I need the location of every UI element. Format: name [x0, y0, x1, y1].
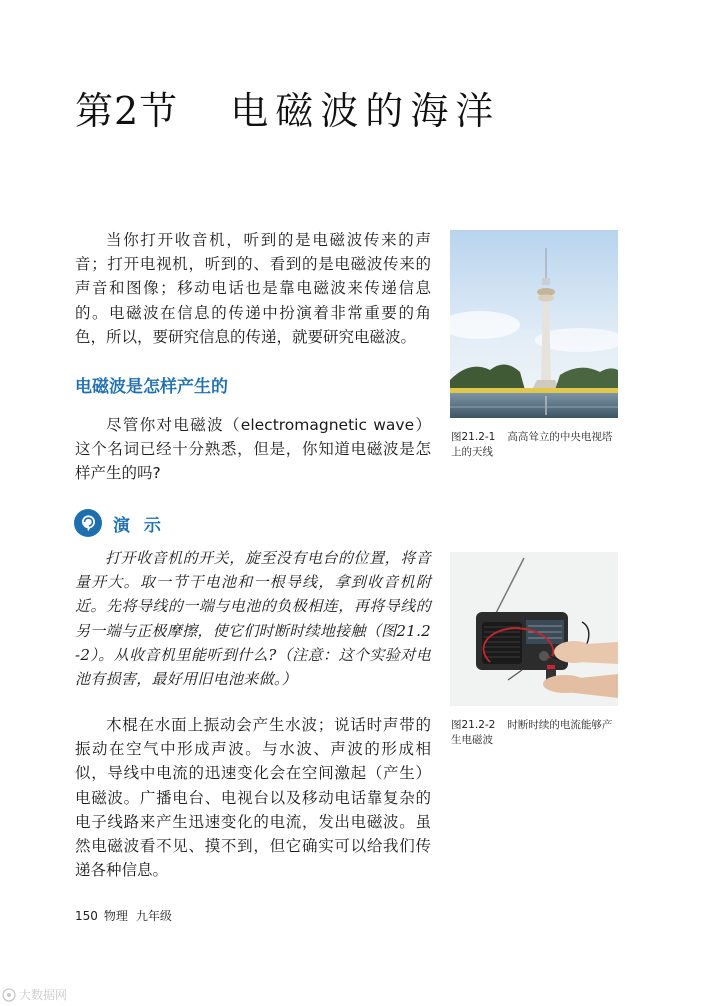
demo-paragraph: 打开收音机的开关，旋至没有电台的位置，将音量开大。取一节干电池和一根导线，拿到收音机附近。先将导线的一端与电池的负极相连，再将导线的另一端与正极摩擦，使它们时断时续地接触（图21.2-2）。从收音机里能听到什么?（注意：这个实验对电池有损害，最好用旧电池来做。）: [75, 549, 431, 689]
figure-1-text: 高高耸立的中央电视塔上的天线: [451, 431, 613, 458]
page-footer: [75, 907, 172, 924]
section-number: 第2节: [75, 89, 179, 133]
footer-subject: 物理: [103, 909, 128, 923]
speech-bubble-icon: [73, 508, 103, 538]
figure-radio-experiment-photo: [450, 552, 618, 706]
footer-grade: 九年级: [135, 909, 172, 923]
watermark-logo-icon: [2, 988, 16, 1002]
figure-tv-tower-photo: [450, 230, 618, 418]
figure-2-text: 时断时续的电流能够产生电磁波: [451, 719, 613, 746]
demo-label: 演 示: [113, 515, 165, 536]
section-paragraph: 尽管你对电磁波（electromagnetic wave）这个名词已经十分熟悉，但是，你知道电磁波是怎样产生的吗?: [75, 416, 431, 483]
demo-header: [73, 508, 165, 538]
explain-paragraph: 木棍在水面上振动会产生水波；说话时声带的振动在空气中形成声波。与水波、声波的形成相似，导线中电流的迅速变化会在空间激起（产生）电磁波。广播电台、电视台以及移动电话靠复杂的电子线路来产生迅速变化的电流，发出电磁波。虽然电磁波看不见、摸不到，但它确实可以给我们传递各种信息。: [75, 716, 431, 880]
figure-1-caption: [451, 430, 621, 460]
page-number: 150: [75, 909, 98, 923]
watermark-text: 大数据网: [19, 988, 68, 1002]
figure-2-number: 图21.2-2: [451, 719, 496, 731]
watermark: [2, 986, 67, 1003]
section-heading: 电磁波是怎样产生的: [75, 377, 228, 397]
section-title-text: 电磁波的海洋: [230, 89, 501, 133]
intro-paragraph: 当你打开收音机，听到的是电磁波传来的声音；打开电视机，听到的、看到的是电磁波传来的声音和图像；移动电话也是靠电磁波来传递信息的。电磁波在信息的传递中扮演着非常重要的角色，所以，要研究信息的传递，就要研究电磁波。: [75, 231, 431, 346]
figure-1-number: 图21.2-1: [451, 431, 496, 443]
chapter-title: [75, 80, 500, 135]
figure-2-caption: [451, 718, 621, 748]
